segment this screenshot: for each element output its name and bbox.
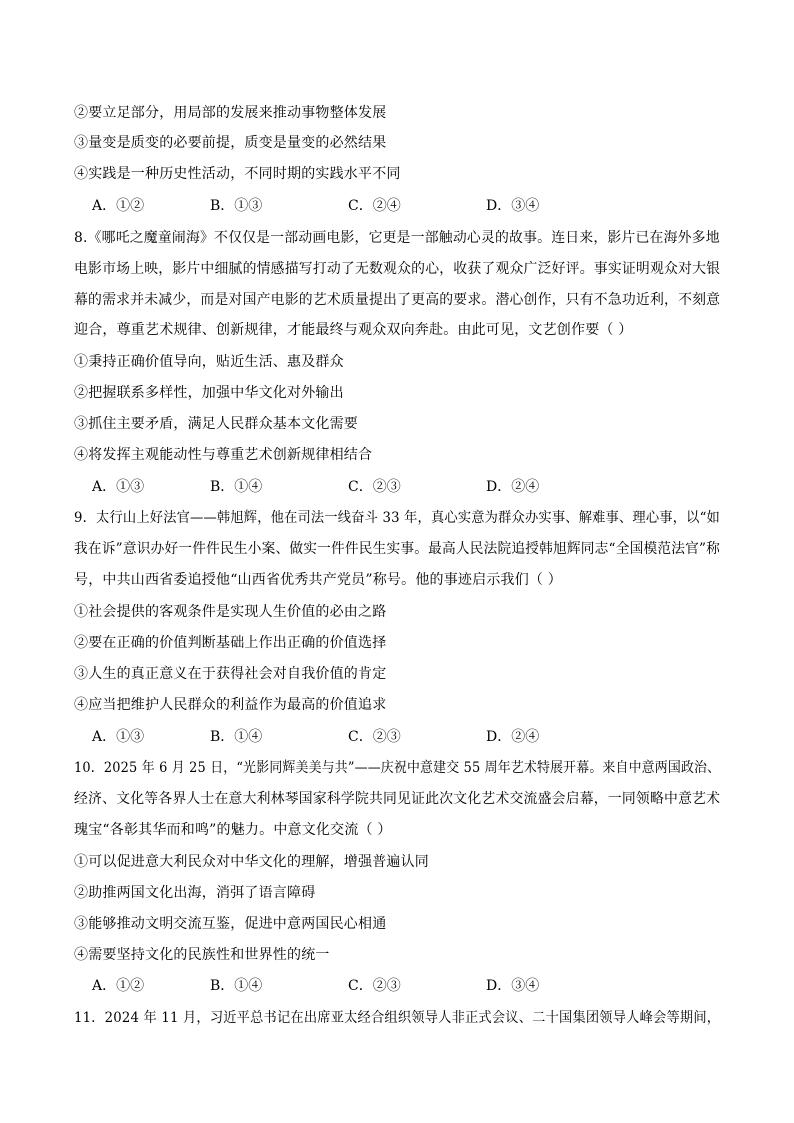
q9-stem-line: 号，中共山西省委追授他“山西省优秀共产党员”称号。他的事迹启示我们（ ） <box>74 572 562 588</box>
q8-option-4: ④将发挥主观能动性与尊重艺术创新规律相结合 <box>74 447 373 463</box>
q7-option-2: ②要立足部分，用局部的发展来推动事物整体发展 <box>74 105 387 121</box>
q10-choice-d: D．③④ <box>486 978 540 994</box>
q10-stem-line: 10．2025 年 6 月 25 日，“光影同辉美美与共”——庆祝中意建交 55 周年艺术特展开幕。来自中意两国政治、 <box>74 760 721 776</box>
q8-option-1: ①秉持正确价值导向，贴近生活、惠及群众 <box>74 354 344 370</box>
q7-choice-a: A．①② <box>92 198 145 214</box>
q10-stem-line: 瑰宝“各彰其华而和鸣”的魅力。中意文化交流（ ） <box>74 822 392 838</box>
q8-stem-line: 8.《哪吒之魔童闹海》不仅仅是一部动画电影，它更是一部触动心灵的故事。连日来，影片已在海外多地 <box>74 230 720 246</box>
q7-choice-b: B．①③ <box>210 198 263 214</box>
q7-option-4: ④实践是一种历史性活动，不同时期的实践水平不同 <box>74 166 401 182</box>
q10-option-2: ②助推两国文化出海，消弭了语言障碍 <box>74 885 316 901</box>
q8-option-2: ②把握联系多样性，加强中华文化对外输出 <box>74 385 344 401</box>
q7-choice-c: C．②④ <box>348 198 401 214</box>
q10-option-1: ①可以促进意大利民众对中华文化的理解，增强普遍认同 <box>74 854 429 870</box>
q9-stem-line: 9．太行山上好法官——韩旭辉，他在司法一线奋斗 33 年，真心实意为群众办实事、解难事、理心事，以“如 <box>74 510 720 526</box>
q8-stem-line: 电影市场上映，影片中细腻的情感描写打动了无数观众的心，收获了观众广泛好评。事实证明观众对大银 <box>74 261 721 277</box>
q9-option-3: ③人生的真正意义在于获得社会对自我价值的肯定 <box>74 666 387 682</box>
q7-choice-d: D．③④ <box>486 198 540 214</box>
q10-option-4: ④需要坚持文化的民族性和世界性的统一 <box>74 947 330 963</box>
q10-choices <box>92 976 712 996</box>
q9-choice-c: C．②③ <box>348 729 401 745</box>
q7-choices <box>92 196 712 216</box>
q9-choices <box>92 727 712 747</box>
q10-choice-b: B．①④ <box>210 978 263 994</box>
q9-option-2: ②要在正确的价值判断基础上作出正确的价值选择 <box>74 635 387 651</box>
q9-choice-a: A．①③ <box>92 729 145 745</box>
q9-option-4: ④应当把维护人民群众的利益作为最高的价值追求 <box>74 697 387 713</box>
q9-choice-b: B．①④ <box>210 729 263 745</box>
q10-stem-line: 经济、文化等各界人士在意大利林琴国家科学院共同见证此次文化艺术交流盛会启幕，一同领略中意艺术 <box>74 791 721 807</box>
q9-stem-line: 我在诉”意识办好一件件民生小案、做实一件件民生实事。最高人民法院追授韩旭辉同志“全国模范法官”称 <box>74 541 721 557</box>
q11-stem-line: 11．2024 年 11 月，习近平总书记在出席亚太经合组织领导人非正式会议、二十国集团领导人峰会等期间， <box>74 1010 721 1026</box>
q10-choice-c: C．②③ <box>348 978 401 994</box>
q8-choice-a: A．①③ <box>92 479 145 495</box>
q9-choice-d: D．②④ <box>486 729 540 745</box>
q10-option-3: ③能够推动文明交流互鉴，促进中意两国民心相通 <box>74 916 387 932</box>
q8-stem-line: 幕的需求并未减少，而是对国产电影的艺术质量提出了更高的要求。潜心创作，只有不急功近利，不刻意 <box>74 292 721 308</box>
q8-choice-b: B．①④ <box>210 479 263 495</box>
q8-option-3: ③抓住主要矛盾，满足人民群众基本文化需要 <box>74 416 358 432</box>
q8-choices <box>92 477 712 497</box>
q9-option-1: ①社会提供的客观条件是实现人生价值的必由之路 <box>74 604 387 620</box>
q8-choice-c: C．②③ <box>348 479 401 495</box>
q8-choice-d: D．②④ <box>486 479 540 495</box>
q7-option-3: ③量变是质变的必要前提，质变是量变的必然结果 <box>74 135 387 151</box>
q8-stem-line: 迎合，尊重艺术规律、创新规律，才能最终与观众双向奔赴。由此可见，文艺创作要（ ） <box>74 322 633 338</box>
q10-choice-a: A．①② <box>92 978 145 994</box>
